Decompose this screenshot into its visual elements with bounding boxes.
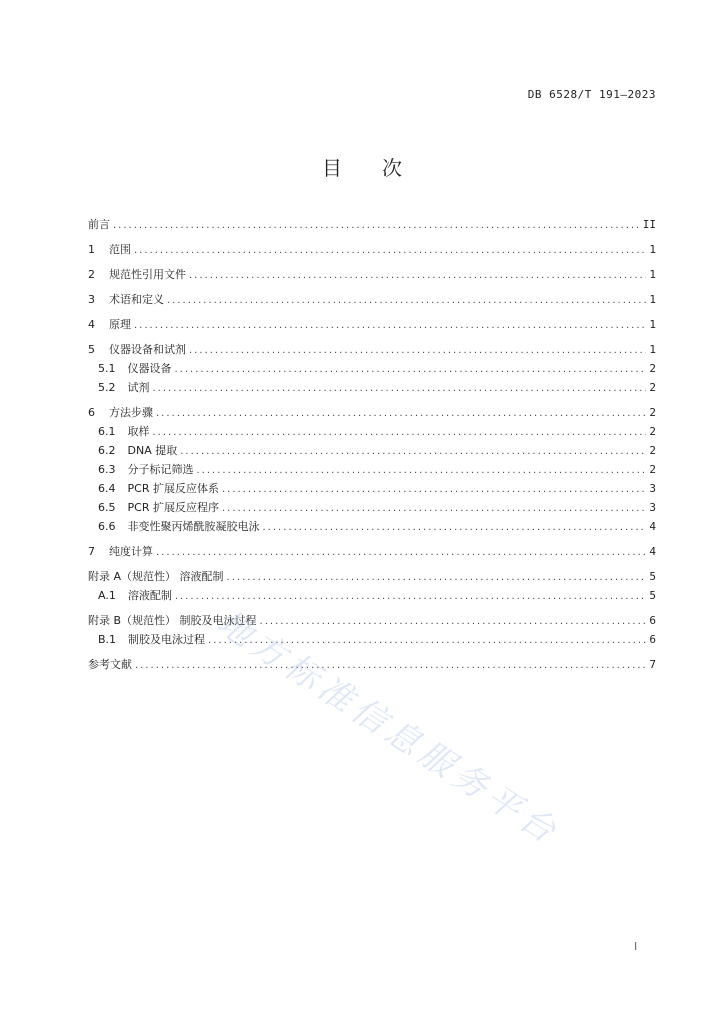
toc-entry-label: 制胶及电泳过程 <box>128 633 206 646</box>
dot-leader <box>222 483 646 497</box>
toc-entry[interactable] <box>88 406 656 421</box>
toc-entry[interactable] <box>88 482 656 497</box>
toc-entry-number: B.1 <box>98 633 117 646</box>
dot-leader <box>263 521 647 535</box>
toc-entry-page: 3 <box>649 482 656 495</box>
dot-leader <box>113 219 640 233</box>
toc-entry-number: 6.6 <box>98 520 116 533</box>
toc-entry-page: 2 <box>649 406 656 419</box>
page-title: 目次 <box>322 156 442 180</box>
dot-leader <box>260 615 647 629</box>
toc-entry[interactable] <box>88 268 656 283</box>
page-number: I <box>634 940 638 953</box>
dot-leader <box>222 502 646 516</box>
dot-leader <box>189 344 646 358</box>
toc-entry-page: 6 <box>649 633 656 646</box>
toc-entry-number: 5.1 <box>98 362 116 375</box>
toc-entry-label: DNA 提取 <box>127 444 178 457</box>
toc-entry-label: 参考文献 <box>88 658 132 671</box>
toc-entry-number: 6.1 <box>98 425 116 438</box>
toc-entry[interactable] <box>88 293 656 308</box>
toc-entry-number: 6.2 <box>98 444 116 457</box>
toc-entry[interactable] <box>88 425 656 440</box>
dot-leader <box>197 464 647 478</box>
toc-entry-number: 5.2 <box>98 381 116 394</box>
toc-entry-number: 3 <box>88 293 95 306</box>
dot-leader <box>167 294 646 308</box>
dot-leader <box>180 445 646 459</box>
toc-entry-page: 1 <box>649 268 656 281</box>
toc-entry-page: 1 <box>649 343 656 356</box>
toc-entry-number: 6.4 <box>98 482 116 495</box>
toc-entry-page: 2 <box>649 362 656 375</box>
toc-entry-number: 6.5 <box>98 501 116 514</box>
toc-entry[interactable] <box>88 614 656 629</box>
toc-entry-label: 原理 <box>109 318 131 331</box>
toc-entry-label: 仪器设备和试剂 <box>109 343 186 356</box>
toc-entry-number: 4 <box>88 318 95 331</box>
toc-entry-page: 4 <box>649 545 656 558</box>
toc-entry-number: 6 <box>88 406 95 419</box>
dot-leader <box>153 426 647 440</box>
toc-entry[interactable] <box>88 633 656 648</box>
toc-entry-label: 术语和定义 <box>109 293 164 306</box>
toc-entry-label: 试剂 <box>127 381 150 394</box>
toc-entry-number: 6.3 <box>98 463 116 476</box>
toc-entry-number: 7 <box>88 545 95 558</box>
toc-entry-page: 1 <box>649 318 656 331</box>
toc-entry-number: 1 <box>88 243 95 256</box>
toc-entry-label: 非变性聚丙烯酰胺凝胶电泳 <box>127 520 260 533</box>
toc-entry-page: 6 <box>649 614 656 627</box>
toc-entry[interactable] <box>88 381 656 396</box>
toc-entry-label: 溶液配制 <box>127 589 172 602</box>
toc-entry[interactable] <box>88 501 656 516</box>
table-of-contents <box>88 218 656 673</box>
toc-entry-page: 2 <box>649 444 656 457</box>
dot-leader <box>135 659 646 673</box>
toc-entry[interactable] <box>88 545 656 560</box>
watermark: 地方标准信息服务平台 <box>209 602 568 855</box>
toc-entry[interactable] <box>88 218 656 233</box>
dot-leader <box>156 407 646 421</box>
toc-entry-number: 2 <box>88 268 95 281</box>
dot-leader <box>175 363 647 377</box>
toc-entry-label: 规范性引用文件 <box>109 268 186 281</box>
toc-entry-label: 仪器设备 <box>127 362 172 375</box>
toc-entry-page: 5 <box>649 589 656 602</box>
toc-entry[interactable] <box>88 570 656 585</box>
dot-leader <box>189 269 646 283</box>
toc-entry-label: 取样 <box>127 425 150 438</box>
toc-entry-label: 方法步骤 <box>109 406 153 419</box>
dot-leader <box>134 319 646 333</box>
toc-entry-page: 5 <box>649 570 656 583</box>
toc-entry-label: PCR 扩展反应程序 <box>127 501 219 514</box>
toc-entry[interactable] <box>88 362 656 377</box>
toc-entry-number: A.1 <box>98 589 116 602</box>
toc-entry-label: 前言 <box>88 218 110 231</box>
toc-entry[interactable] <box>88 520 656 535</box>
toc-entry-page: 3 <box>649 501 656 514</box>
toc-entry-label: PCR 扩展反应体系 <box>127 482 219 495</box>
toc-entry-page: 2 <box>649 425 656 438</box>
toc-entry-label: 纯度计算 <box>109 545 153 558</box>
toc-entry[interactable] <box>88 589 656 604</box>
toc-entry[interactable] <box>88 343 656 358</box>
toc-entry-page: 2 <box>649 463 656 476</box>
toc-entry-page: 1 <box>649 293 656 306</box>
toc-entry-label: 附录 A（规范性） 溶液配制 <box>88 570 224 583</box>
dot-leader <box>153 382 647 396</box>
toc-entry[interactable] <box>88 444 656 459</box>
dot-leader <box>134 244 646 258</box>
toc-entry-page: 4 <box>649 520 656 533</box>
document-code: DB 6528/T 191—2023 <box>527 88 656 101</box>
dot-leader <box>227 571 647 585</box>
toc-entry-page: 2 <box>649 381 656 394</box>
toc-entry-page: II <box>642 218 656 231</box>
toc-entry-number: 5 <box>88 343 95 356</box>
toc-entry-label: 范围 <box>109 243 131 256</box>
toc-entry[interactable] <box>88 318 656 333</box>
toc-entry-label: 分子标记筛选 <box>127 463 194 476</box>
toc-entry-label: 附录 B（规范性） 制胶及电泳过程 <box>88 614 257 627</box>
toc-entry[interactable] <box>88 463 656 478</box>
toc-entry-page: 1 <box>649 243 656 256</box>
toc-entry[interactable] <box>88 658 656 673</box>
dot-leader <box>156 546 646 560</box>
toc-entry-page: 7 <box>649 658 656 671</box>
toc-entry[interactable] <box>88 243 656 258</box>
